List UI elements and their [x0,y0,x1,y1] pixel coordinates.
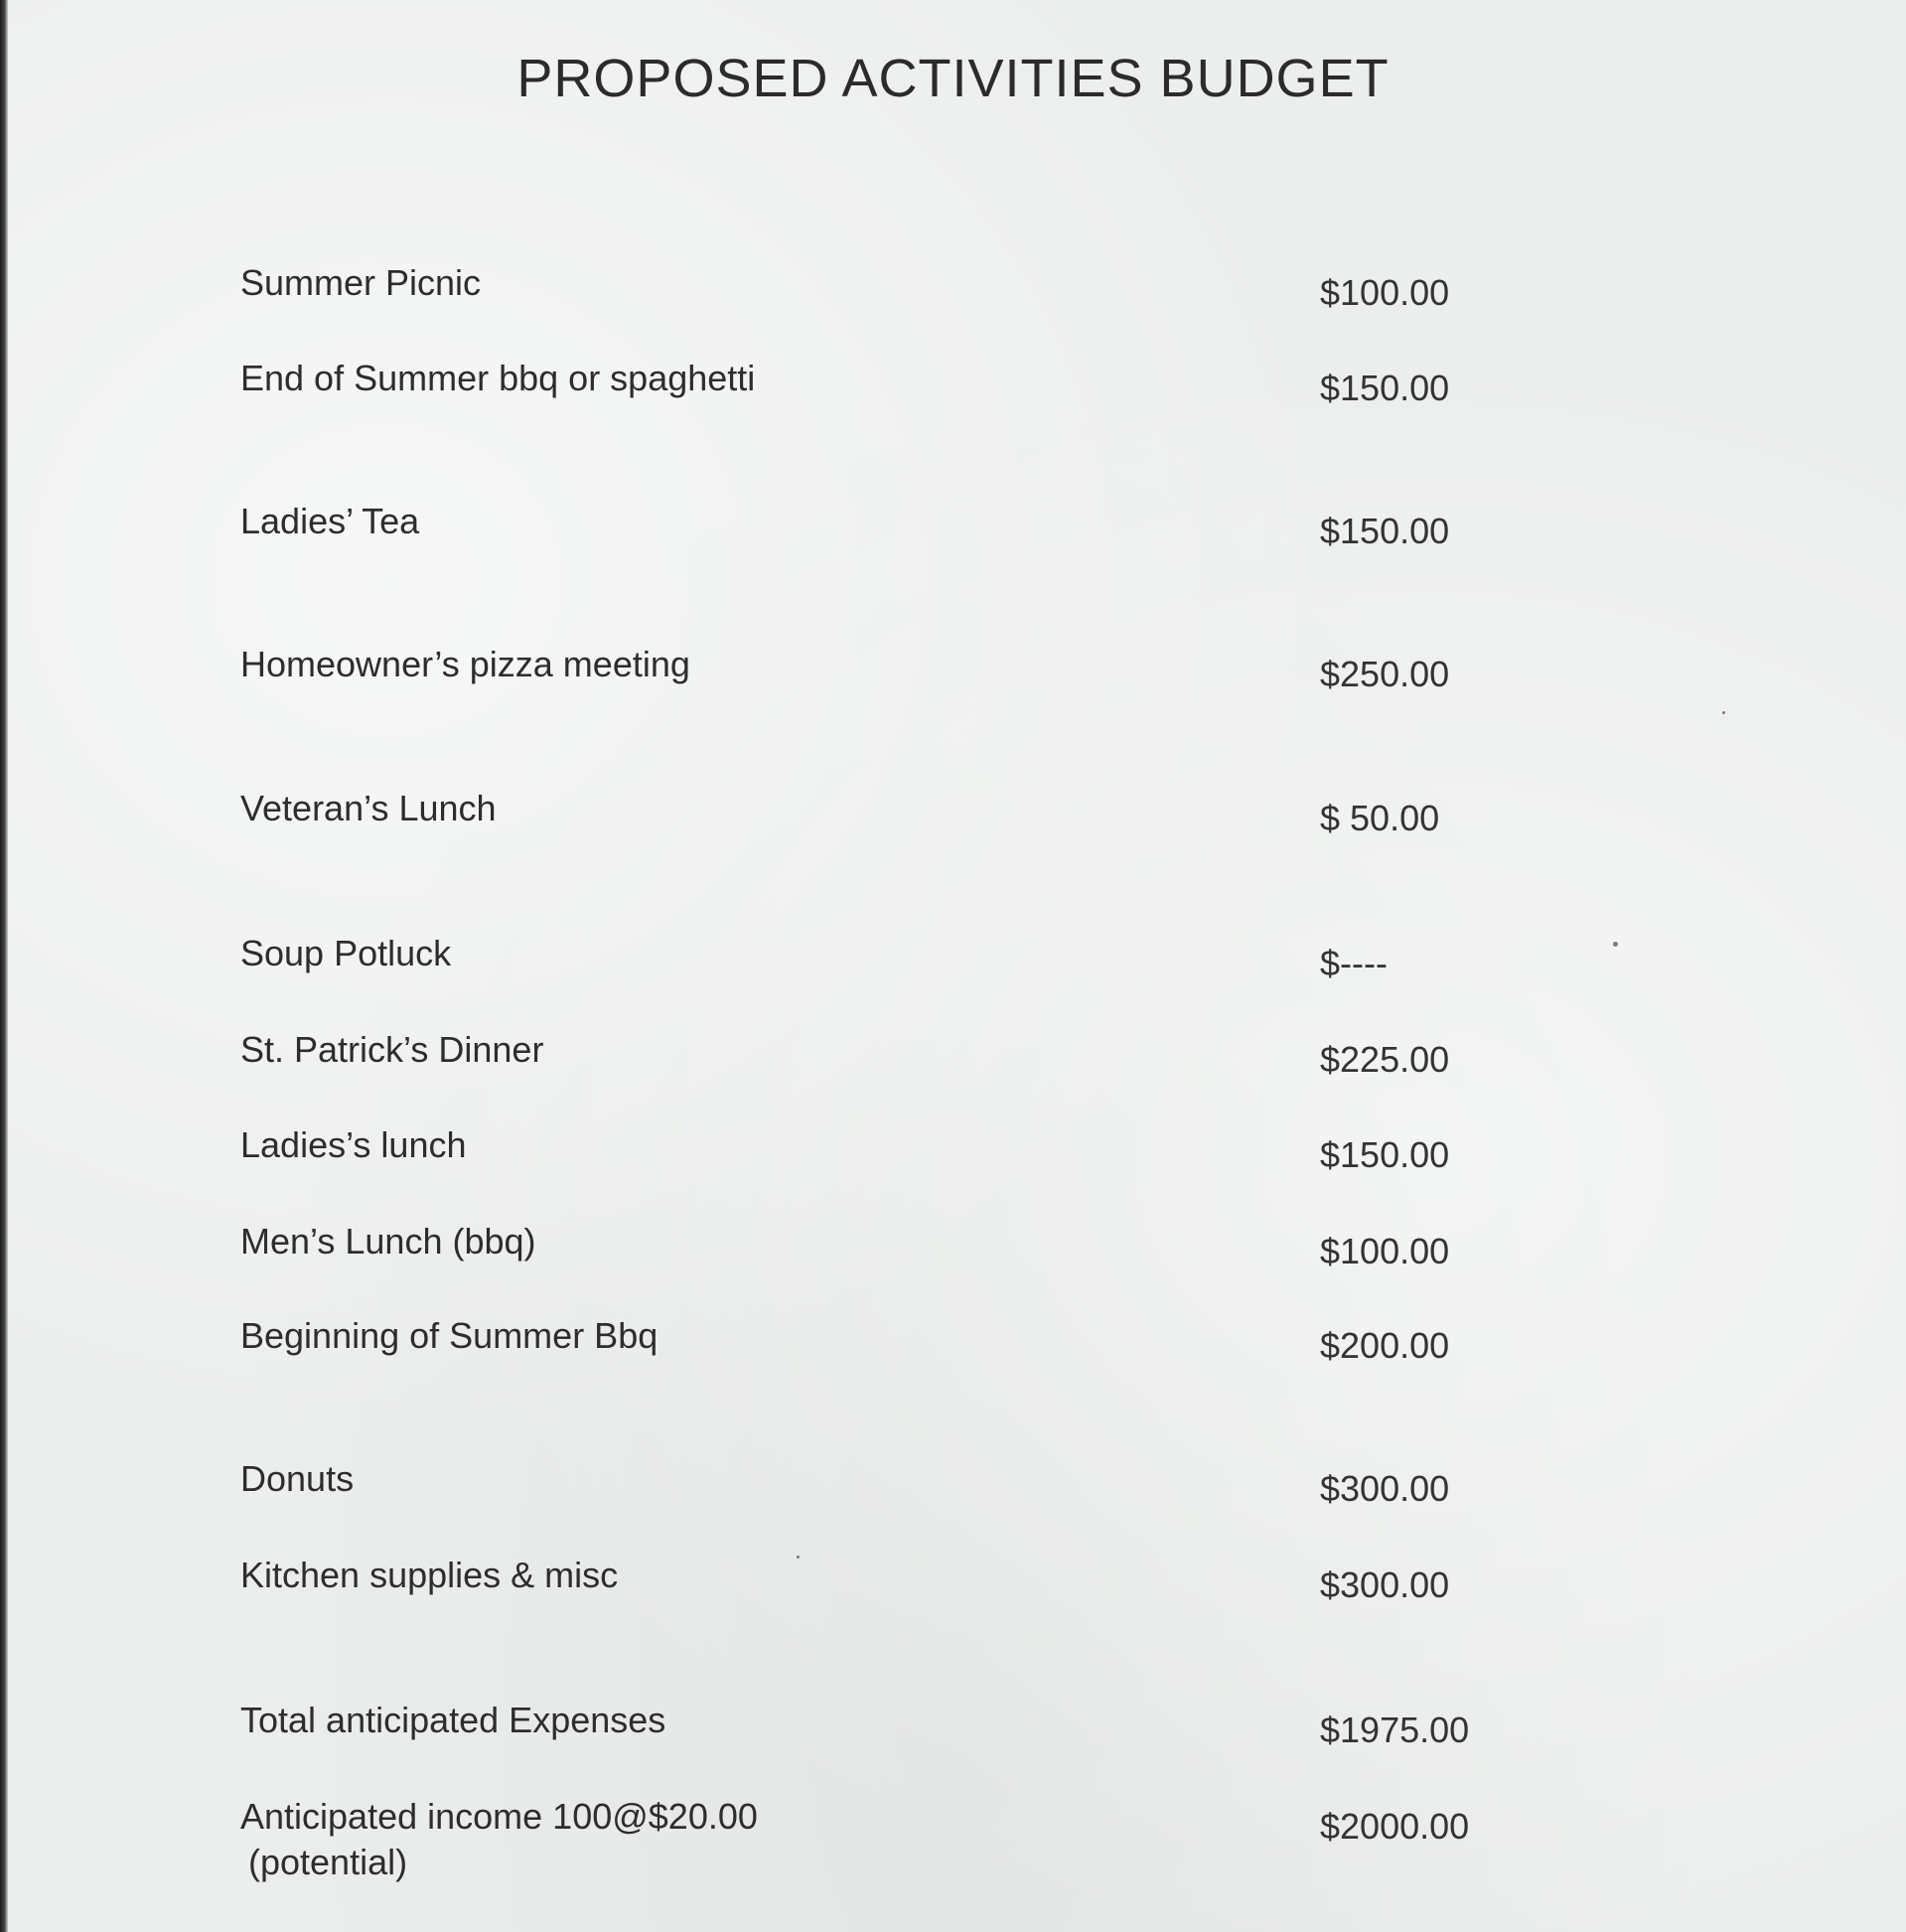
item-amount: $---- [1320,943,1388,983]
item-label: Men’s Lunch (bbq) [240,1221,536,1262]
paper-speck [1613,942,1618,947]
item-label: Ladies’ Tea [240,501,420,541]
item-label: Soup Potluck [240,933,452,973]
item-amount: $300.00 [1320,1468,1450,1509]
item-label: St. Patrick’s Dinner [240,1029,544,1070]
budget-row [0,931,1906,1020]
item-amount: $ 50.00 [1320,798,1440,838]
item-label: Ladies’s lunch [240,1124,467,1165]
item-amount: $150.00 [1320,368,1450,408]
anticipated-income-amount: $2000.00 [1320,1806,1470,1847]
total-expenses-label: Total anticipated Expenses [240,1700,666,1740]
item-amount: $150.00 [1320,1134,1450,1175]
budget-row [0,1122,1906,1212]
income-label-text: Anticipated income 100@$20.00 [240,1796,758,1837]
item-amount: $225.00 [1320,1039,1450,1080]
budget-row [0,642,1906,731]
anticipated-income-row [0,1794,1906,1893]
income-sublabel: (potential) [248,1842,408,1882]
paper-speck [797,1556,800,1559]
item-amount: $200.00 [1320,1325,1450,1366]
item-amount: $250.00 [1320,654,1450,694]
budget-row [0,260,1906,350]
paper-speck [1722,711,1725,714]
budget-row [0,1027,1906,1116]
item-label: Beginning of Summer Bbq [240,1315,659,1356]
item-amount: $150.00 [1320,511,1450,551]
budget-row [0,1456,1906,1546]
budget-row [0,1219,1906,1308]
budget-row [0,499,1906,588]
item-amount: $100.00 [1320,272,1450,313]
item-label: Homeowner’s pizza meeting [240,644,690,684]
budget-row [0,1553,1906,1642]
total-expenses-row [0,1698,1906,1787]
budget-row [0,356,1906,445]
item-label: Veteran’s Lunch [240,788,497,828]
item-label: Kitchen supplies & misc [240,1555,619,1595]
item-amount: $100.00 [1320,1231,1450,1271]
total-expenses-amount: $1975.00 [1320,1709,1470,1750]
item-label: Summer Picnic [240,262,482,303]
item-label: Donuts [240,1458,355,1499]
budget-row [0,1313,1906,1403]
item-amount: $300.00 [1320,1564,1450,1605]
page-title: PROPOSED ACTIVITIES BUDGET [516,49,1390,108]
item-label: End of Summer bbq or spaghetti [240,358,756,398]
budget-row [0,786,1906,875]
anticipated-income-label [240,1794,758,1885]
